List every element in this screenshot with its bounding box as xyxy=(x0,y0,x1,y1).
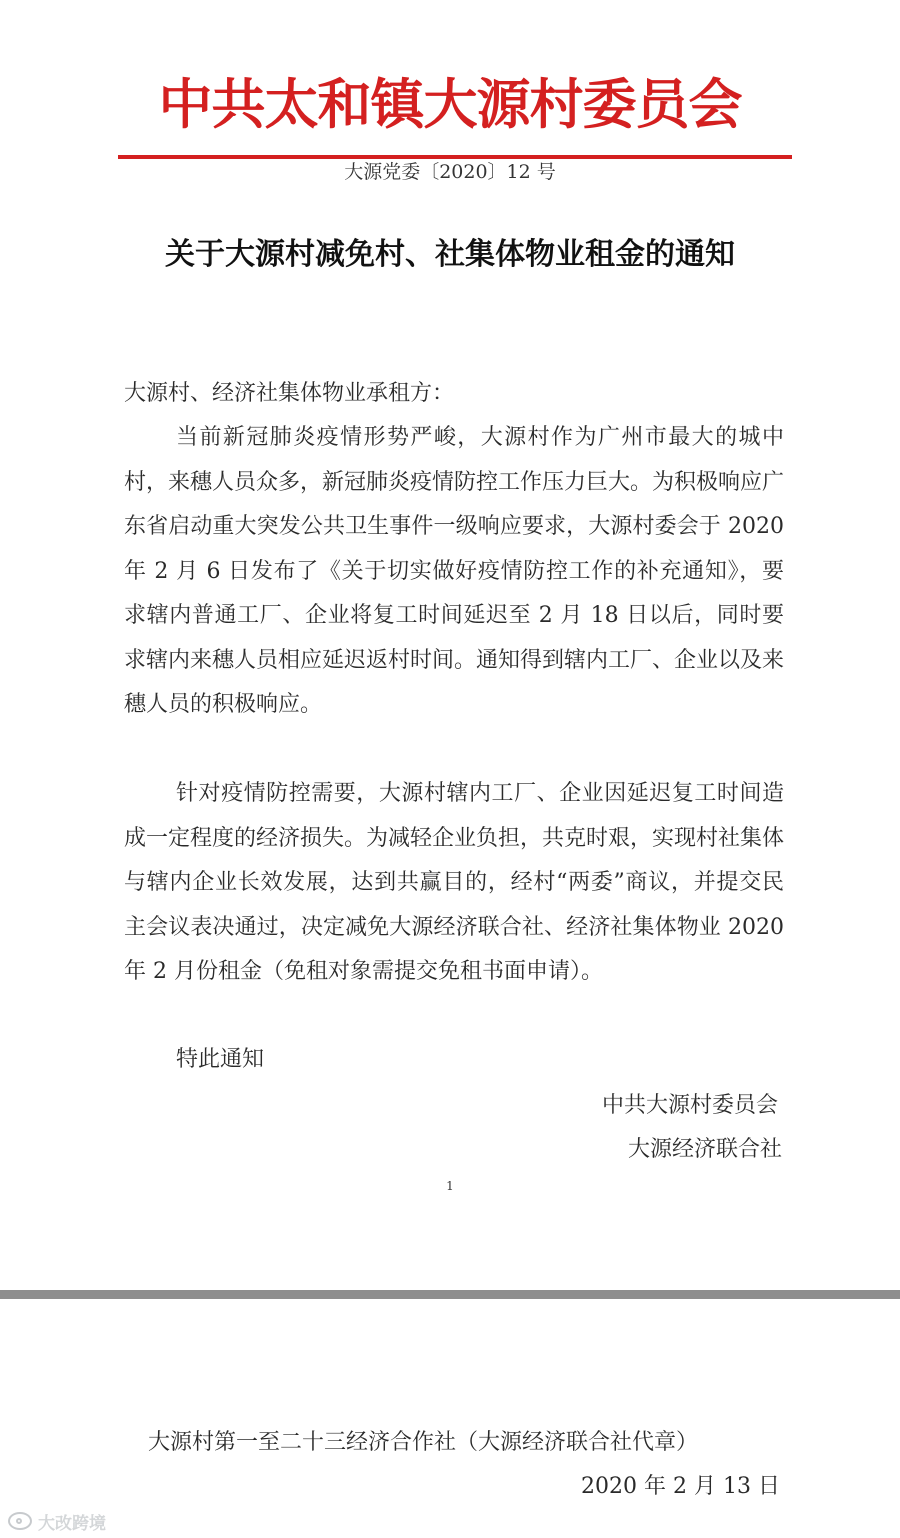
document-title: 关于大源村减免村、社集体物业租金的通知 xyxy=(165,237,735,272)
header-red-rule xyxy=(118,155,792,159)
page-divider xyxy=(0,1290,900,1299)
watermark xyxy=(8,1508,106,1534)
addressee: 大源村、经济社集体物业承租方： xyxy=(124,381,455,406)
issue-date: 2020 年 2 月 13 日 xyxy=(581,1474,780,1499)
page-number: 1 xyxy=(446,1179,454,1193)
closing-line: 特此通知 xyxy=(176,1047,265,1072)
seal-line: 大源村第一至二十三经济合作社（大源经济联合社代章） xyxy=(148,1430,699,1455)
signature-economic-union: 大源经济联合社 xyxy=(627,1137,782,1162)
document-number: 大源党委〔2020〕12 号 xyxy=(344,161,556,183)
organization-header: 中共太和镇大源村委员会 xyxy=(158,73,742,136)
watermark-logo-icon xyxy=(8,1512,32,1530)
signature-party-committee: 中共大源村委员会 xyxy=(601,1093,778,1118)
body-paragraph-1: 当前新冠肺炎疫情形势严峻，大源村作为广州市最大的城中村，来穗人员众多，新冠肺炎疫情防控工作压力巨大。为积极响应广东省启动重大突发公共卫生事件一级响应要求，大源村委会于 2020 年 2 月 6 日发布了《关于切实做好疫情防控工作的补充通知》，要求辖内普通工厂、企业将复工时间延迟至 2 月 18 日以后，同时要求辖内来穗人员相应延迟返村时间。通知得到辖内工厂、企业以及来穗人员的积极响应。 xyxy=(124,425,785,717)
watermark-text: 大改跨境 xyxy=(38,1513,106,1534)
body-paragraph-2: 针对疫情防控需要，大源村辖内工厂、企业因延迟复工时间造成一定程度的经济损失。为减轻企业负担，共克时艰，实现村社集体与辖内企业长效发展，达到共赢目的，经村“两委”商议，并提交民主会议表决通过，决定减免大源经济联合社、经济社集体物业 2020 年 2 月份租金（免租对象需提交免租书面申请）。 xyxy=(124,781,785,984)
